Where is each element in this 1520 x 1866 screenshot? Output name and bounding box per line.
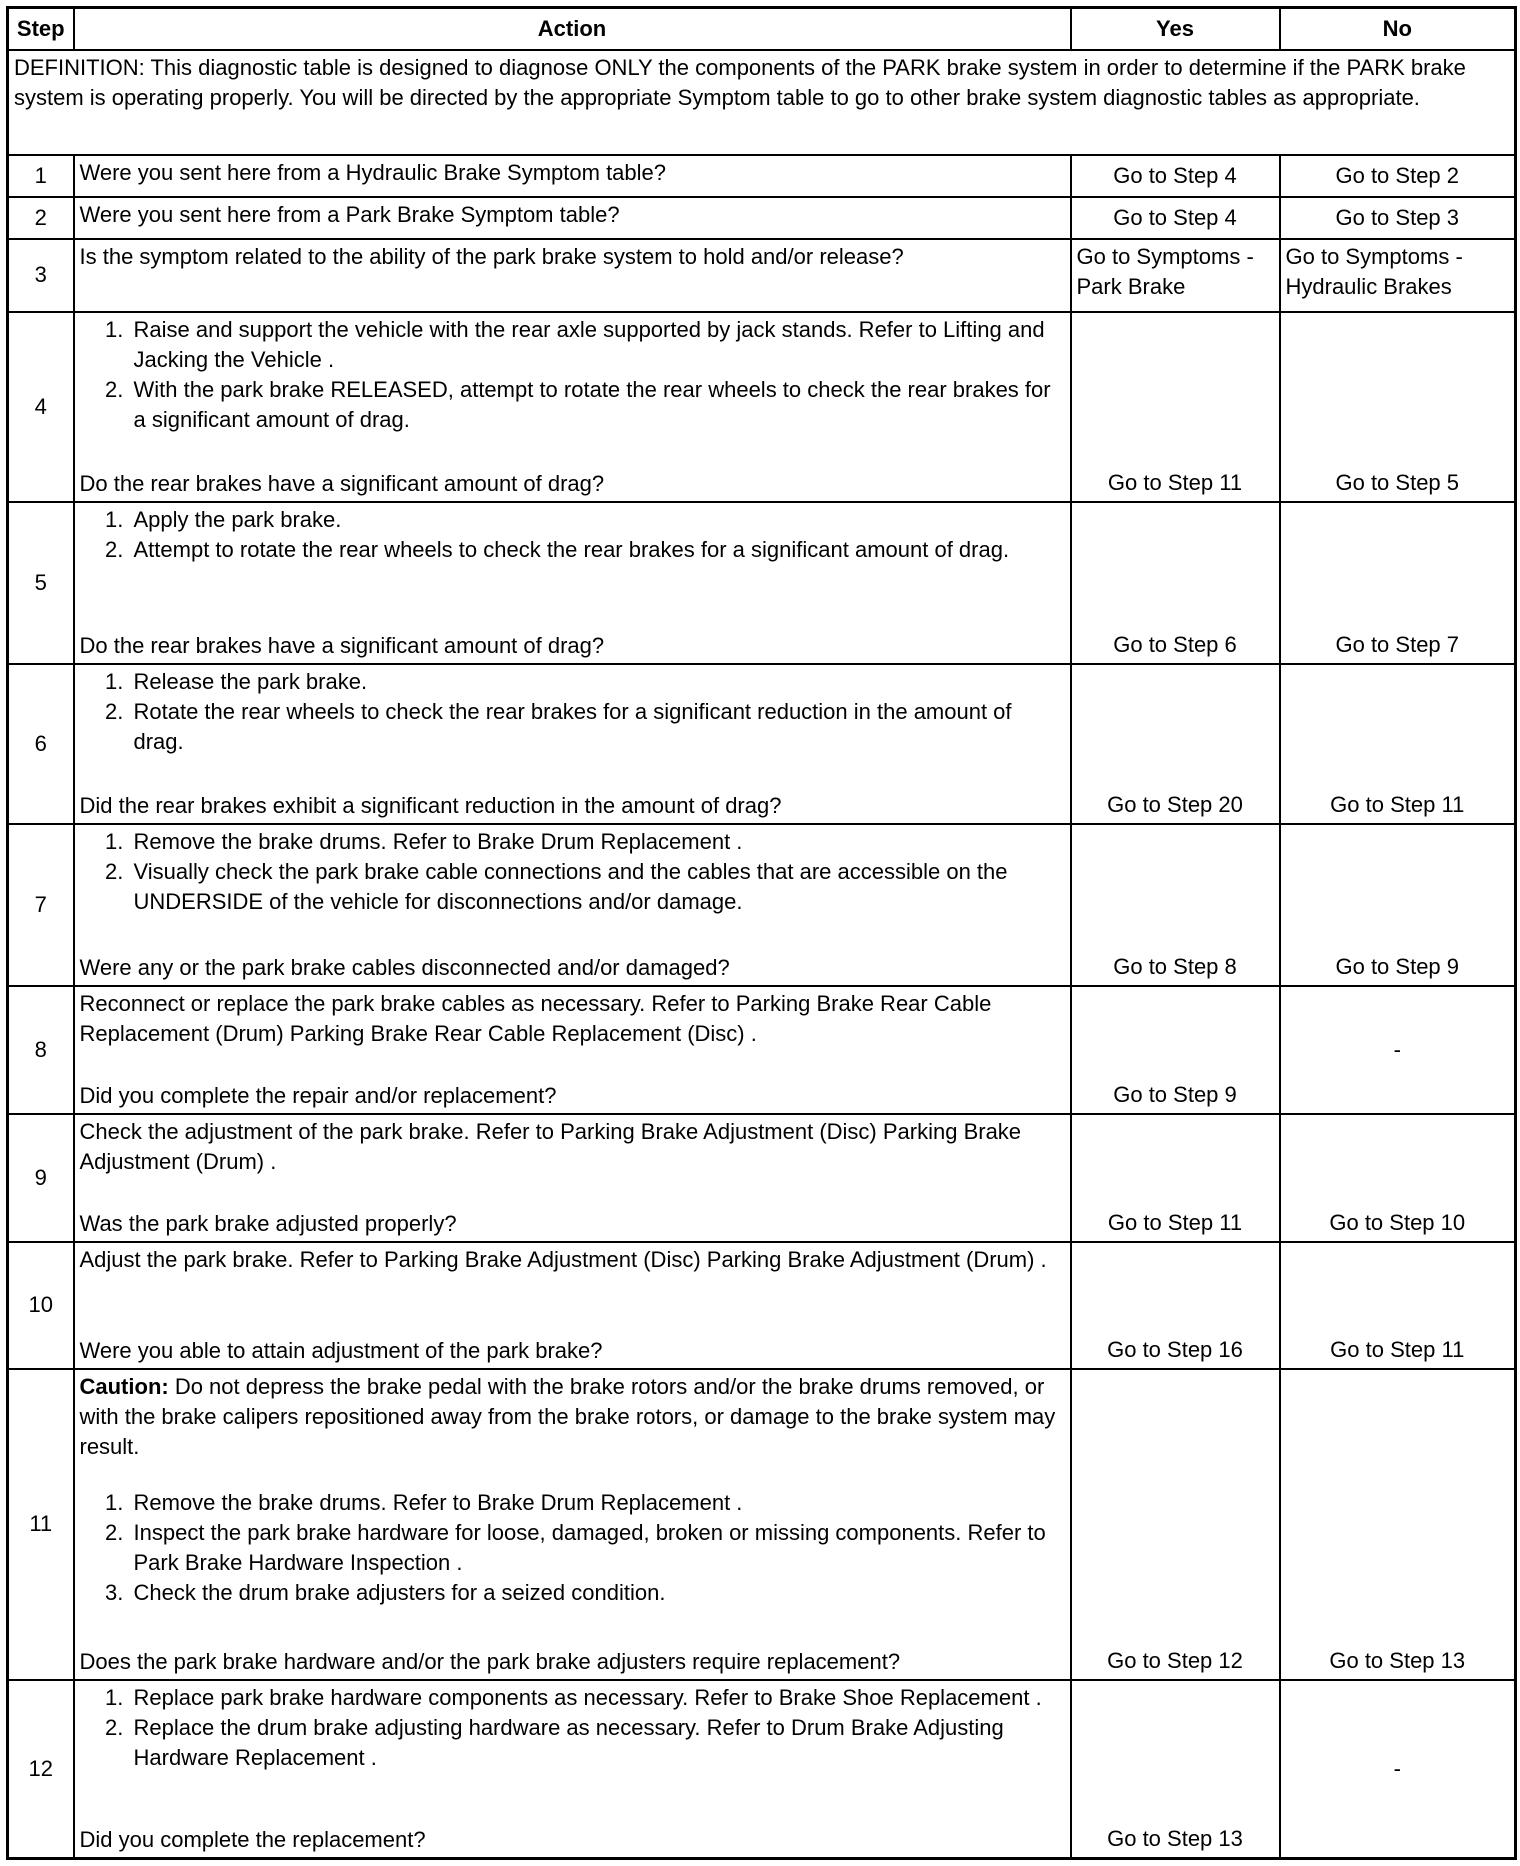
question-text: Is the symptom related to the ability of the park brake system to hold and/or release? bbox=[79, 243, 904, 269]
spacer bbox=[80, 1177, 1065, 1203]
yes-result: Go to Step 4 bbox=[1071, 197, 1280, 239]
caution-label: Caution: bbox=[79, 1373, 169, 1399]
no-result: Go to Step 7 bbox=[1280, 502, 1516, 664]
definition-text: DEFINITION: This diagnostic table is designed to diagnose ONLY the components of the PARK brake system in order to determine if the PARK brake system is operating properly. You will be directed by the appropriate Symptom table to go to other brake system diagnostic tables as appropriate. bbox=[8, 50, 1516, 155]
instruction-list bbox=[80, 505, 1065, 565]
question-text: Did you complete the replacement? bbox=[79, 1827, 426, 1852]
action-content bbox=[80, 158, 1065, 194]
spacer bbox=[80, 757, 1065, 783]
question-text: Did the rear brakes exhibit a significant reduction in the amount of drag? bbox=[79, 792, 782, 818]
instruction-item: 2. With the park brake RELEASED, attempt to rotate the rear wheels to check the rear brakes for a significant amount of drag. bbox=[130, 375, 1065, 435]
yes-result: Go to Step 13 bbox=[1071, 1680, 1280, 1859]
table-row bbox=[8, 312, 1516, 502]
question-text: Were you able to attain adjustment of the park brake? bbox=[79, 1337, 603, 1363]
table-row bbox=[8, 197, 1516, 239]
instruction-item: 2. Inspect the park brake hardware for loose, damaged, broken or missing components. Refer to Park Brake Hardware Inspection . bbox=[130, 1518, 1065, 1578]
yes-result: Go to Step 12 bbox=[1071, 1369, 1280, 1680]
no-result: Go to Step 11 bbox=[1280, 1242, 1516, 1369]
action-content bbox=[80, 1117, 1065, 1239]
no-result: Go to Step 9 bbox=[1280, 824, 1516, 986]
header-yes: Yes bbox=[1071, 8, 1280, 50]
yes-result: Go to Step 11 bbox=[1071, 312, 1280, 502]
instruction-list bbox=[80, 1683, 1065, 1773]
action-cell bbox=[74, 1369, 1071, 1680]
no-result: Go to Symptoms - Hydraulic Brakes bbox=[1280, 239, 1516, 312]
action-cell bbox=[74, 502, 1071, 664]
caution-body: Do not depress the brake pedal with the brake rotors and/or the brake drums removed, or with the brake calipers repositioned away from the brake rotors, or damage to the brake system may result. bbox=[79, 1373, 1056, 1459]
no-result: Go to Step 3 bbox=[1280, 197, 1516, 239]
action-cell bbox=[74, 664, 1071, 824]
action-content bbox=[80, 667, 1065, 821]
instruction-list bbox=[80, 1488, 1065, 1608]
action-content bbox=[80, 505, 1065, 661]
step-number: 9 bbox=[8, 1114, 74, 1242]
table-row bbox=[8, 664, 1516, 824]
action-cell bbox=[74, 239, 1071, 312]
table-row bbox=[8, 986, 1516, 1114]
spacer bbox=[80, 917, 1065, 943]
action-content bbox=[80, 200, 1065, 236]
instruction-item: 3. Check the drum brake adjusters for a seized condition. bbox=[130, 1578, 1065, 1608]
instruction-list bbox=[80, 827, 1065, 917]
no-result: - bbox=[1280, 986, 1516, 1114]
spacer bbox=[80, 1608, 1065, 1634]
header-no: No bbox=[1280, 8, 1516, 50]
yes-result: Go to Step 20 bbox=[1071, 664, 1280, 824]
diagnostic-table bbox=[6, 6, 1517, 1860]
instruction-item: 2. Rotate the rear wheels to check the rear brakes for a significant reduction in the amount of drag. bbox=[130, 697, 1065, 757]
instruction-list bbox=[80, 667, 1065, 757]
action-cell bbox=[74, 986, 1071, 1114]
instruction-item: 1. Remove the brake drums. Refer to Brake Drum Replacement . bbox=[130, 827, 1065, 857]
table-row bbox=[8, 1242, 1516, 1369]
action-cell bbox=[74, 1680, 1071, 1859]
instruction-item: 1. Release the park brake. bbox=[130, 667, 1065, 697]
header-action: Action bbox=[74, 8, 1071, 50]
instruction-item: 2. Attempt to rotate the rear wheels to check the rear brakes for a significant amount of drag. bbox=[130, 535, 1065, 565]
yes-result: Go to Step 9 bbox=[1071, 986, 1280, 1114]
no-result: Go to Step 11 bbox=[1280, 664, 1516, 824]
action-cell bbox=[74, 197, 1071, 239]
instruction-item: 1. Remove the brake drums. Refer to Brake Drum Replacement . bbox=[130, 1488, 1065, 1518]
table-row bbox=[8, 1114, 1516, 1242]
table-row bbox=[8, 502, 1516, 664]
definition-row bbox=[8, 50, 1516, 155]
question-text: Does the park brake hardware and/or the park brake adjusters require replacement? bbox=[79, 1648, 901, 1674]
action-content bbox=[80, 1245, 1065, 1366]
step-number: 6 bbox=[8, 664, 74, 824]
action-cell bbox=[74, 1114, 1071, 1242]
action-cell bbox=[74, 312, 1071, 502]
step-number: 5 bbox=[8, 502, 74, 664]
no-result: Go to Step 13 bbox=[1280, 1369, 1516, 1680]
step-number: 8 bbox=[8, 986, 74, 1114]
header-step: Step bbox=[8, 8, 74, 50]
step-number: 11 bbox=[8, 1369, 74, 1680]
instruction-item: 1. Apply the park brake. bbox=[130, 505, 1065, 535]
spacer bbox=[80, 1773, 1065, 1799]
caution-text bbox=[80, 1372, 1065, 1462]
question-text: Was the park brake adjusted properly? bbox=[79, 1210, 457, 1236]
instruction-item: 2. Visually check the park brake cable connections and the cables that are accessible on the UNDERSIDE of the vehicle for disconnections and/or damage. bbox=[130, 857, 1065, 917]
step-number: 4 bbox=[8, 312, 74, 502]
step-number: 7 bbox=[8, 824, 74, 986]
question-text: Did you complete the repair and/or replacement? bbox=[79, 1082, 557, 1108]
header-row bbox=[8, 8, 1516, 50]
action-content bbox=[80, 1683, 1065, 1856]
instruction-text: Check the adjustment of the park brake. Refer to Parking Brake Adjustment (Disc) Parking Brake Adjustment (Drum) . bbox=[79, 1118, 1022, 1174]
action-cell bbox=[74, 824, 1071, 986]
instruction-text: Adjust the park brake. Refer to Parking Brake Adjustment (Disc) Parking Brake Adjustment (Drum) . bbox=[79, 1246, 1047, 1272]
table-row bbox=[8, 1680, 1516, 1859]
table-row bbox=[8, 155, 1516, 197]
instruction-text: Reconnect or replace the park brake cables as necessary. Refer to Parking Brake Rear Cable Replacement (Drum) Parking Brake Rear Cable Replacement (Disc) . bbox=[79, 990, 992, 1046]
yes-result: Go to Step 16 bbox=[1071, 1242, 1280, 1369]
spacer bbox=[80, 1275, 1065, 1301]
step-number: 3 bbox=[8, 239, 74, 312]
no-result: - bbox=[1280, 1680, 1516, 1859]
action-cell bbox=[74, 1242, 1071, 1369]
table-row bbox=[8, 824, 1516, 986]
instruction-list bbox=[80, 315, 1065, 435]
action-content bbox=[80, 827, 1065, 983]
question-text: Do the rear brakes have a significant amount of drag? bbox=[79, 470, 605, 496]
step-number: 12 bbox=[8, 1680, 74, 1859]
spacer bbox=[80, 1049, 1065, 1075]
question-text: Were you sent here from a Hydraulic Brake Symptom table? bbox=[79, 159, 667, 185]
action-content bbox=[80, 242, 1065, 309]
step-number: 1 bbox=[8, 155, 74, 197]
table-row bbox=[8, 239, 1516, 312]
spacer bbox=[80, 1462, 1065, 1488]
yes-result: Go to Step 4 bbox=[1071, 155, 1280, 197]
question-text: Were you sent here from a Park Brake Symptom table? bbox=[79, 201, 620, 227]
table-row bbox=[8, 1369, 1516, 1680]
no-result: Go to Step 2 bbox=[1280, 155, 1516, 197]
instruction-item: 1. Raise and support the vehicle with the rear axle supported by jack stands. Refer to Lifting and Jacking the Vehicle . bbox=[130, 315, 1065, 375]
yes-result: Go to Symptoms - Park Brake bbox=[1071, 239, 1280, 312]
action-content bbox=[80, 989, 1065, 1111]
spacer bbox=[80, 435, 1065, 461]
question-text: Were any or the park brake cables disconnected and/or damaged? bbox=[79, 954, 730, 980]
action-content bbox=[80, 1372, 1065, 1677]
yes-result: Go to Step 8 bbox=[1071, 824, 1280, 986]
step-number: 2 bbox=[8, 197, 74, 239]
instruction-item: 2. Replace the drum brake adjusting hardware as necessary. Refer to Drum Brake Adjusting Hardware Replacement . bbox=[130, 1713, 1065, 1773]
yes-result: Go to Step 6 bbox=[1071, 502, 1280, 664]
step-number: 10 bbox=[8, 1242, 74, 1369]
action-content bbox=[80, 315, 1065, 499]
action-cell bbox=[74, 155, 1071, 197]
question-text: Do the rear brakes have a significant amount of drag? bbox=[79, 632, 605, 658]
no-result: Go to Step 5 bbox=[1280, 312, 1516, 502]
instruction-item: 1. Replace park brake hardware components as necessary. Refer to Brake Shoe Replacement . bbox=[130, 1683, 1065, 1713]
no-result: Go to Step 10 bbox=[1280, 1114, 1516, 1242]
yes-result: Go to Step 11 bbox=[1071, 1114, 1280, 1242]
spacer bbox=[80, 565, 1065, 591]
